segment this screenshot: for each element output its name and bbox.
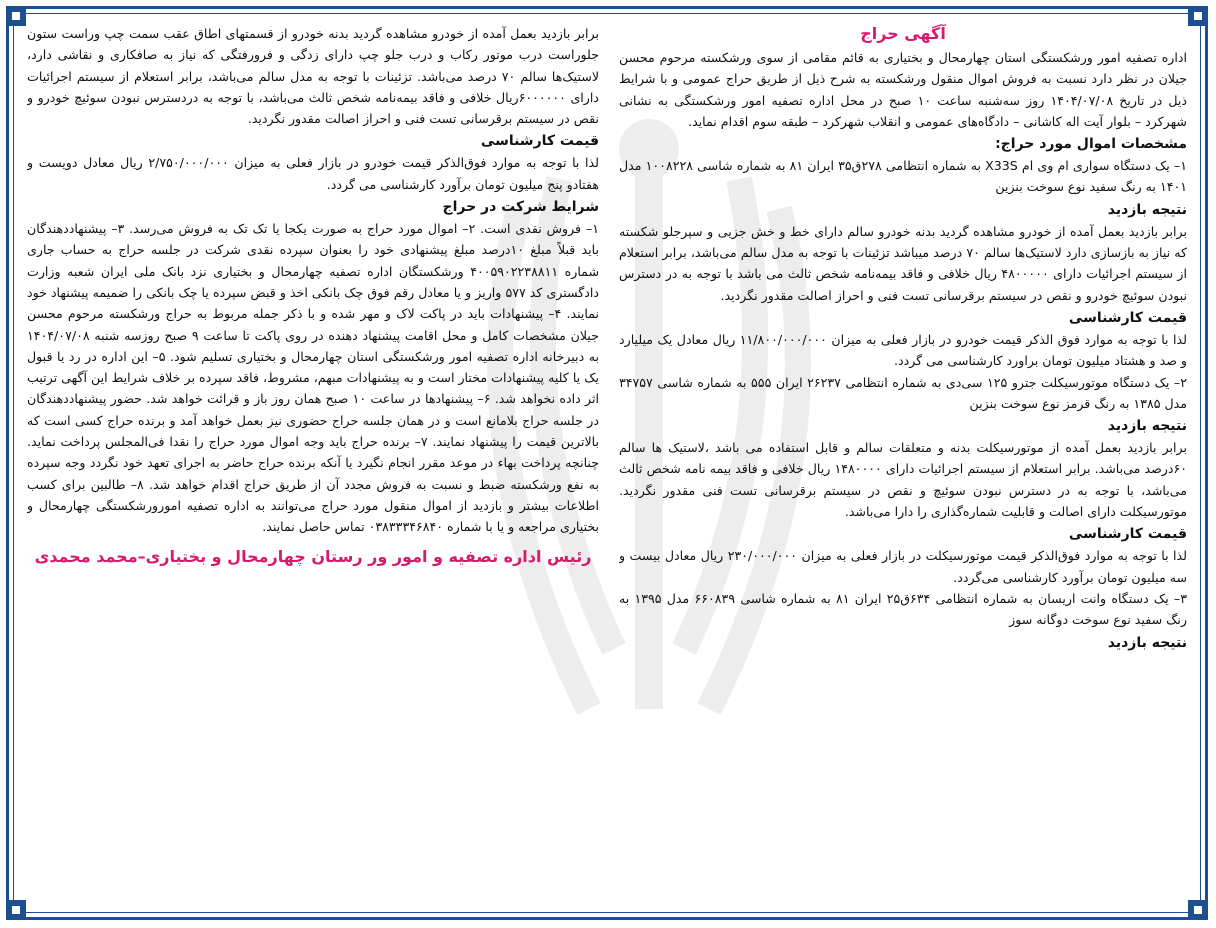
item1-visit-heading: نتیجه بازدید — [1107, 201, 1187, 218]
item2-expert-price: لذا با توجه به موارد فوق‌الذکر قیمت موتورسیکلت در بازار فعلی به میزان ۲۳۰/۰۰۰/۰۰۰ ریال معادل بیست و سه میلیون تومان برآورد کارشناسی می‌گردد. — [619, 548, 1187, 585]
right-column — [619, 23, 1187, 903]
item2-visit-result: برابر بازدید بعمل آمده از موتورسیکلت بدنه و متعلقات سالم و قابل استفاده می باشد ،لاستیک ها سالم ۶۰درصد می‌باشد. برابر استعلام از سیستم اجرائیات دارای ۱۴۸۰۰۰۰ ریال خلافی و فاقد بیمه نامه شخص ثالث می‌باشد، با توجه به در دسترس نبودن سوئیچ و نقص در سیستم برقرسانی تست فنی مقدور نگردید. موتورسیکلت دارای اصالت و قابلیت شماره‌گذاری را دارا می‌باشد. — [619, 440, 1187, 520]
item3-expert-price: لذا با توجه به موارد فوق‌الذکر قیمت خودرو در بازار فعلی به میزان ۲/۷۵۰/۰۰۰/۰۰۰ ریال معادل دویست و هفتادو پنج میلیون تومان برآورد کارشناسی می گردد. — [27, 155, 599, 192]
item2-visit-heading: نتیجه بازدید — [1107, 418, 1187, 435]
assets-heading: مشخصات اموال مورد حراج: — [995, 136, 1187, 153]
item2-price-heading: قیمت کارشناسی — [1068, 526, 1187, 543]
signature: رئیس اداره تصفیه و امور ور رستان چهارمحال و بختیاری–محمد محمدی — [34, 546, 592, 566]
item2-description: ۲– یک دستگاه موتورسیکلت جترو ۱۲۵ سی‌دی به شماره انتظامی ۲۶۲۳۷ ایران ۵۵۵ به شماره شاسی ۳۴۷۵۷ مدل ۱۳۸۵ به رنگ قرمز نوع سوخت بنزین — [619, 374, 1187, 411]
item3-visit-heading: نتیجه بازدید — [1107, 634, 1187, 651]
left-column — [27, 23, 599, 903]
item3-visit-result: برابر بازدید بعمل آمده از خودرو مشاهده گردید بدنه خودرو از قسمتهای اطاق عقب سمت چپ وراست ستون جلوراست درب موتور رکاب و درب جلو چپ دارای زدگی و فرورفتگی که نیاز به صافکاری و نقاشی دارد، لاستیک‌ها سالم ۷۰ درصد می‌باشد. تزئینات با توجه به مدل سالم می‌باشد، برابر استعلام از سیستم اجرائیات دارای ۶۰۰۰۰۰۰ریال خلافی و فاقد بیمه‌نامه شخص ثالث می‌باشد، با توجه به دردسترس نبودن سوئیچ خودرو و نقص در سیستم برقرسانی تست فنی و احراز اصالت مقدور نگردید. — [27, 26, 599, 127]
item3-description: ۳– یک دستگاه وانت اریسان به شماره انتظامی ۶۳۴ق۲۵ ایران ۸۱ به شماره شاسی ۶۶۰۸۳۹ مدل ۱۳۹۵ به رنگ سفید نوع سوخت دوگانه سوز — [619, 590, 1187, 628]
corner-ornament — [6, 6, 26, 26]
corner-ornament — [1188, 900, 1208, 920]
conditions-paragraph: ۱– فروش نقدی است. ۲– اموال مورد حراج به صورت یکجا یا تک تک به فروش می‌رسد. ۳– پیشنهاددهندگان باید قبلاً مبلغ ۱۰درصد مبلغ پیشنهادی خود را بعنوان سپرده نقدی شرکت در جلسه حراج به حساب جاری شماره ۴۰۰۵۹۰۲۲۳۸۸۱۱ ورشکستگان اداره تصفیه چهارمحال و بختیاری نزد بانک ملی ایران شعبه وزارت دادگستری کد ۵۷۷ واریز و یا معادل رقم فوق چک بانکی اخذ و قبض سپرده یا چک بانکی را ضمیمه پیشنهاد خود نمایند. ۴– پیشنهادات باید در پاکت لاک و مهر شده و با ذکر جمله مربوط به حراج ورشکسته مرحوم محسن جیلان مشخصات کامل و محل اقامت پیشنهاد دهنده در روی پاکت تا ساعت ۹ صبح روزسه شنبه ۱۴۰۴/۰۷/۰۸ به دبیرخانه اداره تصفیه امور ورشکستگی استان چهارمحال و بختیاری تسلیم شود. ۵– این اداره در رد یا قبول یک یا کلیه پیشنهادات مختار است و به پیشنهادات مبهم، مشروط، فاقد سپرده بر خلاف شرایط این آگهی ترتیب اثر داده نخواهد شد. ۶– پیشنهادها در ساعت ۱۰ صبح همان روز باز و قرائت خواهد شد. حضور پیشنهاددهندگان در جلسه حراج بلامانع است و در همان جلسه حراج حضوری نیز بعمل خواهد آمد و برنده حراج کسی است که بالاترین قیمت را پیشنهاد نمایند. ۷– برنده حراج باید وجه اموال مورد حراج را نقدا فی‌المجلس پرداخت نماید. چنانچه پرداخت بهاء در موعد مقرر انجام نگیرد یا آنکه برنده حراج حاضر به اجرای تعهد خود نگردد وجه سپرده به نفع ورشکسته ضبط و نسبت به فروش مجدد آن از طریق حراج اقدام خواهد شد. ۸– طالبین برای کسب اطلاعات بیشتر و بازدید از اموال منقول مورد حراج می‌توانند به اداره تصفیه امورورشکستگی چهارمحال و بختیاری مراجعه و یا با شماره ۰۳۸۳۳۳۴۶۸۴۰ تماس حاصل نمایند. — [27, 221, 599, 535]
intro-paragraph: اداره تصفیه امور ورشکستگی استان چهارمحال و بختیاری به قائم مقامی از سوی ورشکسته مرحوم محسن جیلان در نظر دارد نسبت به فروش اموال منقول ورشکسته به شرح ذیل از طریق حراج عمومی و با شرایط ذیل در تاریخ ۱۴۰۴/۰۷/۰۸ روز سه‌شنبه ساعت ۱۰ صبح در محل اداره تصفیه امور ورشکستگی به نشانی شهرکرد – بلوار آیت اله کاشانی – دادگاه‌های عمومی و انقلاب شهرکرد – طبقه سوم اقدام نماید. — [619, 50, 1187, 129]
conditions-heading: شرایط شرکت در حراج — [442, 199, 599, 216]
corner-ornament — [1188, 6, 1208, 26]
corner-ornament — [6, 900, 26, 920]
item1-expert-price: لذا با توجه به موارد فوق الذکر قیمت خودرو در بازار فعلی به میزان ۱۱/۸۰۰/۰۰۰/۰۰۰ ریال معادل یک میلیارد و صد و هشتاد میلیون تومان براورد کارشناسی می گردد. — [619, 331, 1187, 369]
notice-title: آگهی حراج — [860, 24, 946, 43]
item1-description: ۱– یک دستگاه سواری ام وی ام X33S به شماره انتظامی ۲۷۸ق۳۵ ایران ۸۱ به شماره شاسی ۱۰۰۸۲۲۸ مدل ۱۴۰۱ به رنگ سفید نوع سوخت بنزین — [619, 158, 1187, 195]
item3-price-heading: قیمت کارشناسی — [480, 133, 599, 150]
item1-visit-result: برابر بازدید بعمل آمده از خودرو مشاهده گردید بدنه خودرو سالم دارای خط و خش جزیی و سپرجلو شکسته که نیاز به بازسازی دارد لاستیک‌ها سالم ۷۰ درصد میباشد تزئینات با توجه به مدل سالم می‌باشد، برابر استعلام از سیستم اجرائیات دارای ۴۸۰۰۰۰۰ ریال خلافی و فاقد بیمه‌نامه شخص ثالث می باشد با توجه به در دسترس نبودن سوئیچ خودرو و نقص در سیستم برقرسانی تست فنی و احراز اصالت مقدور نگردید. — [619, 223, 1187, 303]
notice-frame — [6, 6, 1208, 920]
item1-price-heading: قیمت کارشناسی — [1068, 309, 1187, 326]
